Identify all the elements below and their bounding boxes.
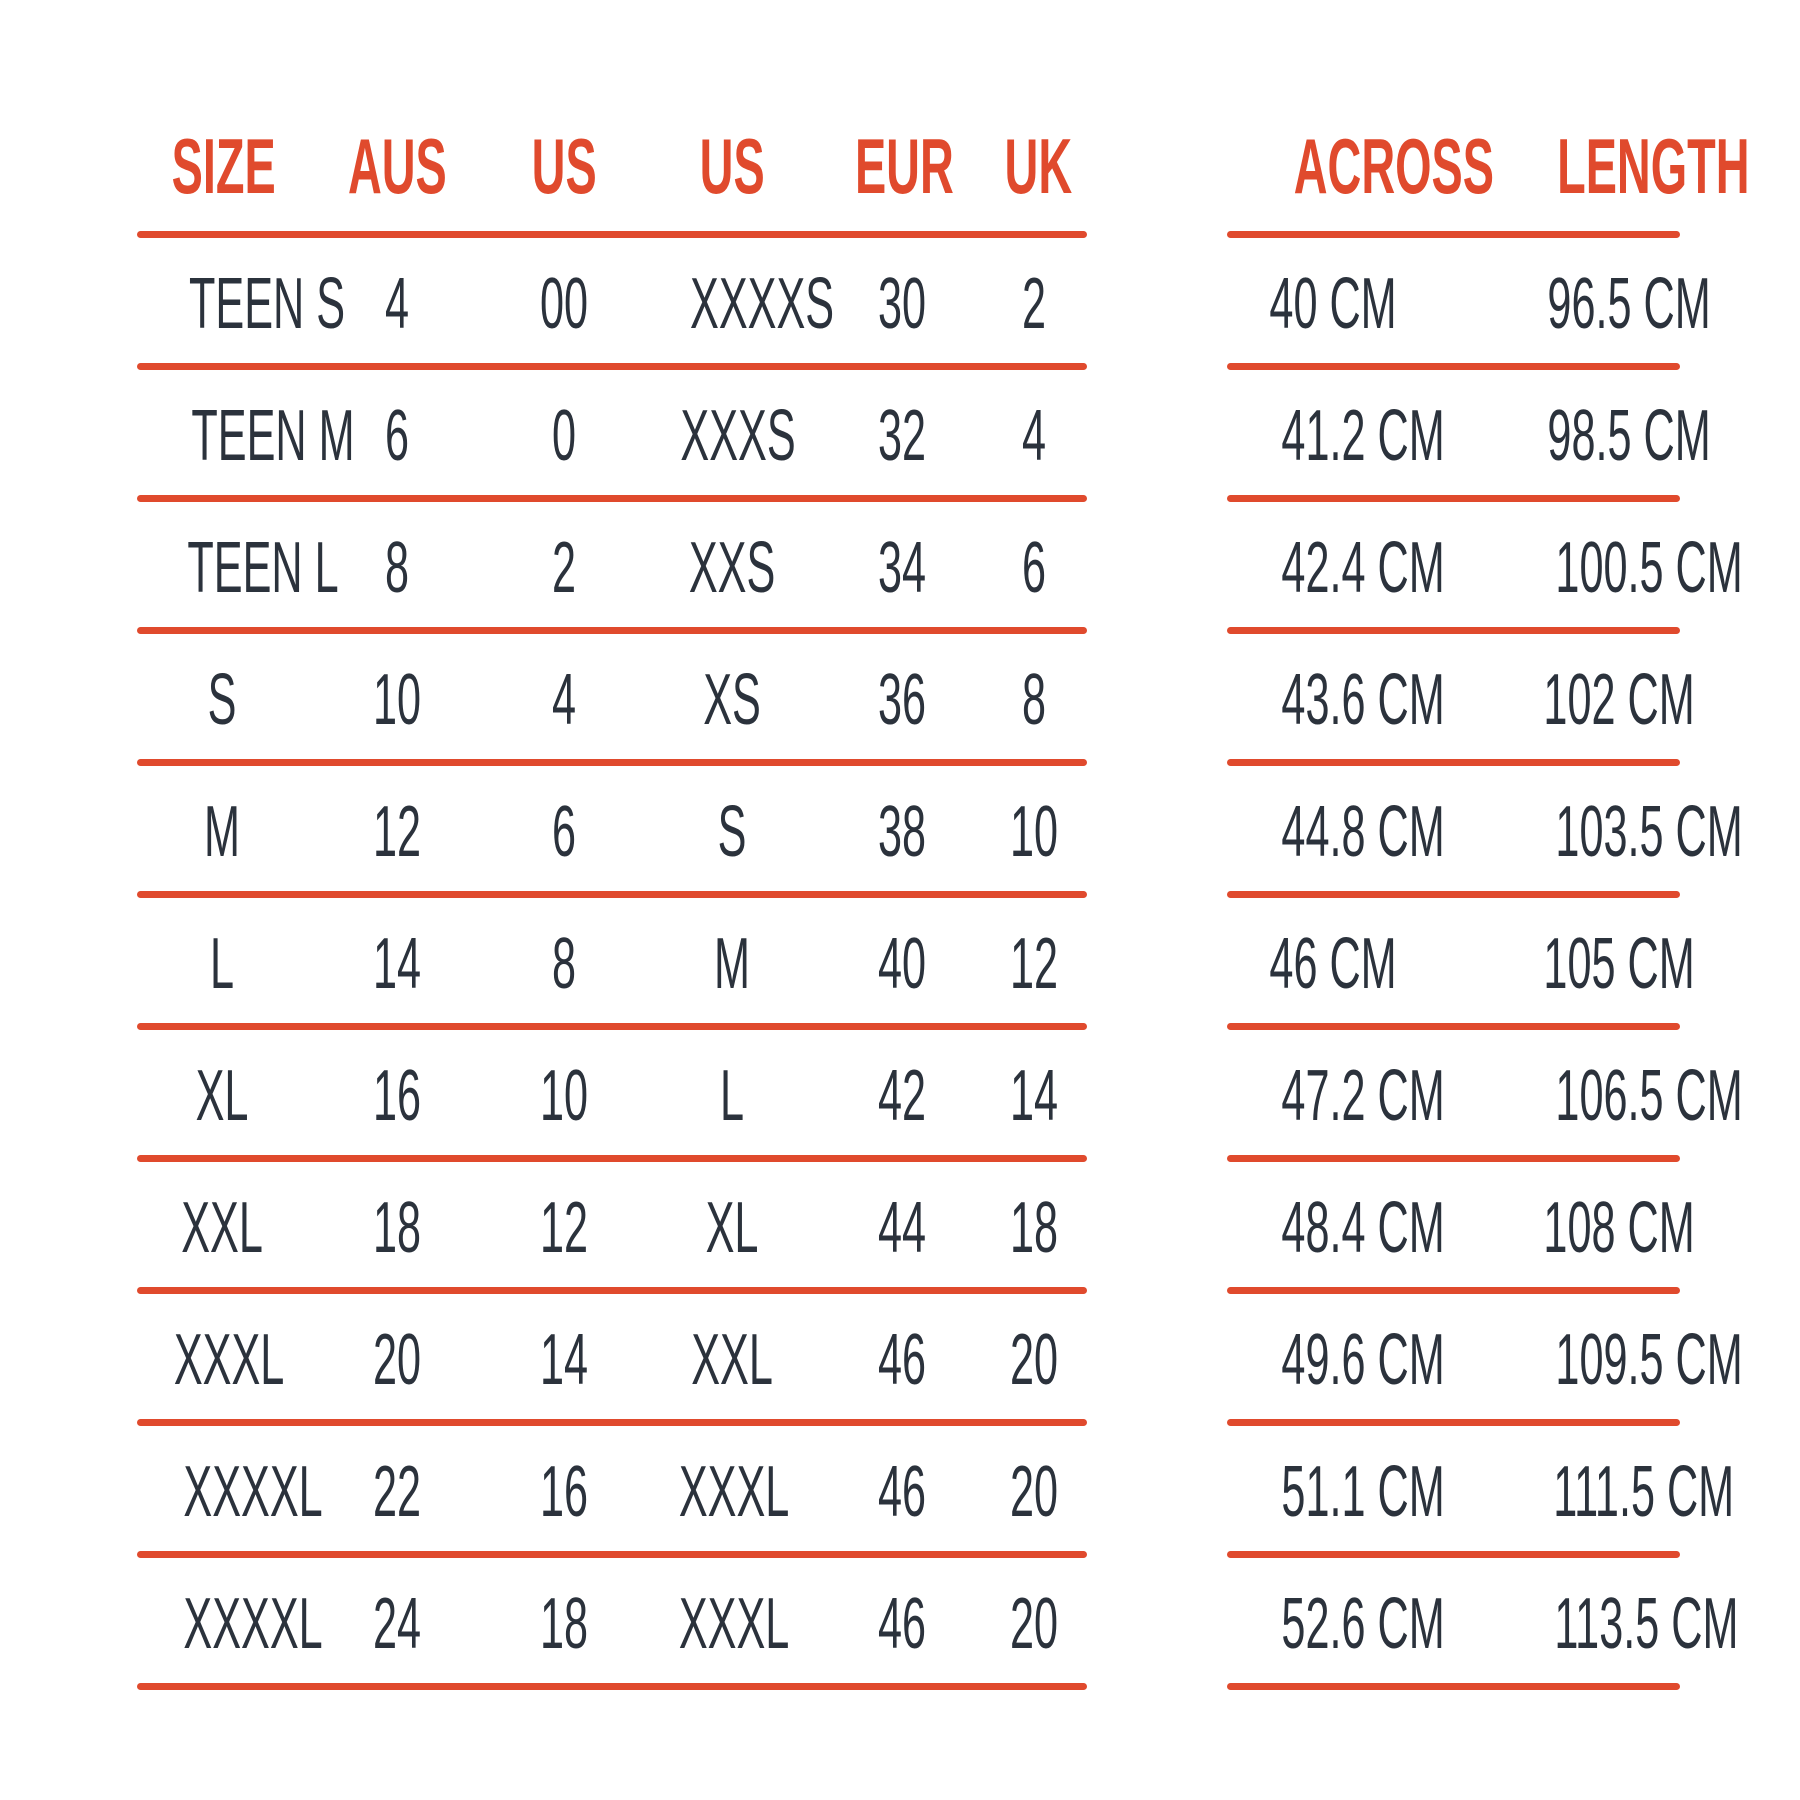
cell-aus: 6: [384, 396, 410, 476]
cell-aus: 20: [372, 1320, 422, 1400]
cell-us-numeric: 00: [540, 264, 589, 344]
cell-length: 108 CM: [1543, 1188, 1695, 1268]
table-row: [1227, 238, 1711, 370]
cell-size: M: [203, 792, 240, 872]
cell-length: 111.5 CM: [1553, 1452, 1735, 1532]
cell-length: 105 CM: [1543, 924, 1695, 1004]
cell-aus: 4: [384, 264, 410, 344]
cell-us-alpha: M: [713, 924, 750, 1004]
column-header-length: LENGTH: [1557, 122, 1750, 210]
table-row: [137, 1162, 1087, 1294]
cell-us-alpha: XXXS: [680, 396, 796, 476]
cell-size: XXXL: [173, 1320, 285, 1400]
cell-across: 52.6 CM: [1281, 1584, 1445, 1664]
table-row: [137, 238, 1087, 370]
table-row: [137, 766, 1087, 898]
cell-size: S: [207, 660, 237, 740]
cell-us-numeric: 6: [552, 792, 577, 872]
cell-eur: 42: [877, 1056, 927, 1136]
cell-length: 102 CM: [1543, 660, 1695, 740]
table-row: [137, 898, 1087, 1030]
cell-eur: 44: [877, 1188, 927, 1268]
cell-aus: 10: [372, 660, 422, 740]
table-row: [1227, 1426, 1735, 1558]
cell-eur: 34: [877, 528, 927, 608]
column-header-uk: UK: [1004, 122, 1073, 210]
cell-uk: 14: [1010, 1056, 1059, 1136]
cell-eur: 40: [877, 924, 927, 1004]
table-row: [1227, 1162, 1695, 1294]
cell-length: 103.5 CM: [1555, 792, 1743, 872]
cell-across: 48.4 CM: [1281, 1188, 1445, 1268]
cell-size: XXXXL: [183, 1584, 323, 1664]
cell-aus: 12: [372, 792, 422, 872]
cell-size: TEEN S: [189, 264, 346, 344]
cell-aus: 16: [372, 1056, 422, 1136]
cell-uk: 20: [1010, 1320, 1059, 1400]
cell-length: 96.5 CM: [1547, 264, 1711, 344]
header-row: [137, 56, 1087, 238]
cell-us-numeric: 18: [540, 1584, 589, 1664]
table-row: [1227, 766, 1743, 898]
cell-us-alpha: L: [719, 1056, 745, 1136]
cell-eur: 32: [877, 396, 927, 476]
table-row: [1227, 1294, 1743, 1426]
cell-size: XXXXL: [183, 1452, 323, 1532]
cell-aus: 18: [372, 1188, 422, 1268]
cell-uk: 2: [1022, 264, 1047, 344]
cell-eur: 36: [877, 660, 927, 740]
cell-across: 49.6 CM: [1281, 1320, 1445, 1400]
column-header-eur: EUR: [854, 122, 954, 210]
cell-length: 100.5 CM: [1555, 528, 1743, 608]
column-header-across: ACROSS: [1293, 122, 1494, 210]
cell-uk: 8: [1022, 660, 1047, 740]
cell-length: 113.5 CM: [1554, 1584, 1739, 1664]
cell-size: XXL: [181, 1188, 263, 1268]
cell-us-alpha: XS: [703, 660, 761, 740]
cell-size: XL: [195, 1056, 249, 1136]
header-row: [1227, 56, 1750, 238]
table-row: [137, 1558, 1087, 1690]
cell-uk: 20: [1010, 1452, 1059, 1532]
column-header-size: SIZE: [171, 122, 276, 210]
cell-us-alpha: XXL: [691, 1320, 773, 1400]
table-row: [137, 370, 1087, 502]
cell-aus: 24: [372, 1584, 422, 1664]
cell-eur: 46: [877, 1584, 927, 1664]
cell-us-numeric: 14: [540, 1320, 589, 1400]
cell-eur: 46: [877, 1320, 927, 1400]
cell-uk: 18: [1010, 1188, 1059, 1268]
cell-us-alpha: XXS: [688, 528, 776, 608]
column-header-aus: AUS: [347, 122, 447, 210]
cell-us-alpha: XL: [705, 1188, 759, 1268]
cell-size: TEEN L: [187, 528, 339, 608]
cell-uk: 6: [1022, 528, 1047, 608]
cell-eur: 38: [877, 792, 927, 872]
cell-uk: 20: [1010, 1584, 1059, 1664]
cell-across: 44.8 CM: [1281, 792, 1445, 872]
table-row: [137, 1426, 1087, 1558]
table-row: [1227, 1558, 1739, 1690]
column-header-us-alpha: US: [699, 122, 765, 210]
cell-length: 98.5 CM: [1547, 396, 1711, 476]
cell-across: 47.2 CM: [1281, 1056, 1445, 1136]
size-conversion-table: [137, 56, 1087, 1690]
table-row: [1227, 1030, 1743, 1162]
cell-across: 41.2 CM: [1281, 396, 1445, 476]
cell-size: TEEN M: [191, 396, 355, 476]
cell-uk: 12: [1010, 924, 1059, 1004]
cell-us-alpha: XXXL: [678, 1452, 790, 1532]
measurement-table: [1227, 56, 1750, 1690]
cell-aus: 8: [384, 528, 410, 608]
cell-aus: 22: [372, 1452, 422, 1532]
cell-uk: 4: [1022, 396, 1047, 476]
table-row: [1227, 370, 1711, 502]
cell-us-alpha: S: [717, 792, 747, 872]
table-row: [137, 634, 1087, 766]
cell-us-numeric: 12: [540, 1188, 589, 1268]
table-row: [137, 502, 1087, 634]
cell-across: 51.1 CM: [1281, 1452, 1445, 1532]
table-row: [1227, 634, 1695, 766]
cell-us-numeric: 4: [552, 660, 577, 740]
cell-size: L: [209, 924, 235, 1004]
cell-across: 42.4 CM: [1281, 528, 1445, 608]
table-row: [1227, 502, 1743, 634]
cell-us-numeric: 16: [540, 1452, 589, 1532]
cell-us-alpha: XXXXS: [690, 264, 835, 344]
cell-across: 40 CM: [1269, 264, 1397, 344]
cell-us-numeric: 10: [540, 1056, 589, 1136]
cell-us-alpha: XXXL: [678, 1584, 790, 1664]
cell-across: 43.6 CM: [1281, 660, 1445, 740]
cell-aus: 14: [372, 924, 422, 1004]
cell-length: 109.5 CM: [1555, 1320, 1743, 1400]
cell-across: 46 CM: [1269, 924, 1397, 1004]
cell-length: 106.5 CM: [1555, 1056, 1743, 1136]
column-header-us-numeric: US: [531, 122, 597, 210]
table-row: [1227, 898, 1695, 1030]
cell-eur: 46: [877, 1452, 927, 1532]
cell-uk: 10: [1010, 792, 1059, 872]
table-row: [137, 1030, 1087, 1162]
table-row: [137, 1294, 1087, 1426]
cell-us-numeric: 2: [552, 528, 577, 608]
cell-eur: 30: [877, 264, 927, 344]
cell-us-numeric: 0: [552, 396, 577, 476]
cell-us-numeric: 8: [552, 924, 577, 1004]
